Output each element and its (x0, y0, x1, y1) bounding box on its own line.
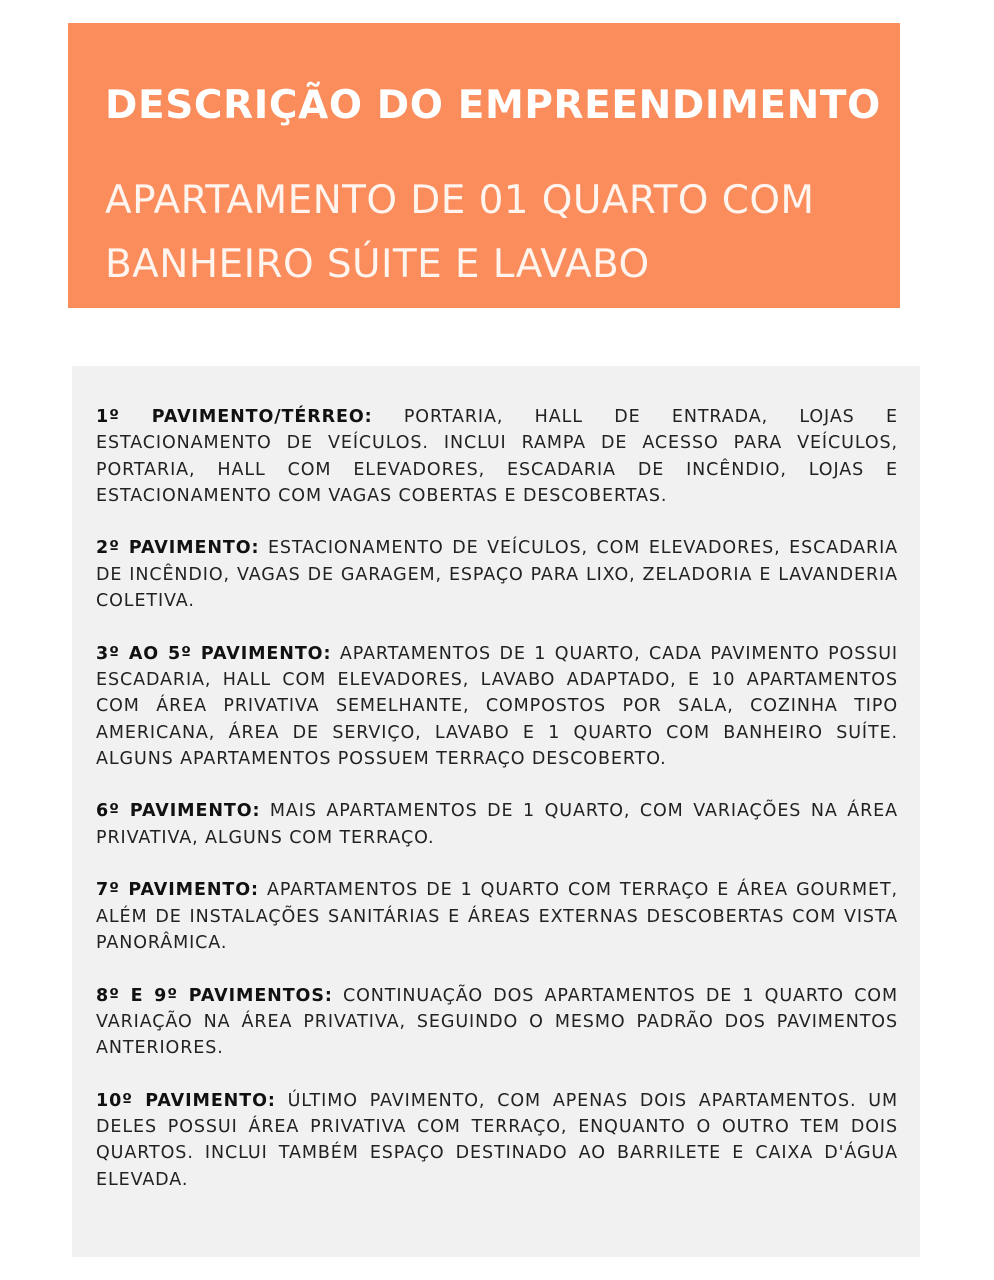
section-text: ESTACIONAMENTO DE VEÍCULOS, COM ELEVADORES, ESCADARIA DE INCÊNDIO, VAGAS DE GARAGEM, ESPAÇO PARA LIXO, ZELADORIA E LAVANDERIA COLETIVA. (96, 538, 899, 612)
page-title: DESCRIÇÃO DO EMPREENDIMENTO (105, 83, 881, 128)
section-label: 10º PAVIMENTO: (96, 1090, 276, 1111)
section-text: CONTINUAÇÃO DOS APARTAMENTOS DE 1 QUARTO COM VARIAÇÃO NA ÁREA PRIVATIVA, SEGUINDO O MESMO PADRÃO DOS PAVIMENTOS ANTERIORES. (96, 985, 898, 1059)
section-label: 8º E 9º PAVIMENTOS: (96, 985, 333, 1006)
section-label: 3º AO 5º PAVIMENTO: (96, 643, 332, 664)
section-label: 1º PAVIMENTO/TÉRREO: (96, 407, 373, 427)
section-floor-7 (96, 877, 898, 956)
section-floor-1 (96, 404, 898, 509)
section-floor-2 (96, 535, 898, 614)
header-banner (68, 23, 900, 308)
section-text: ÚLTIMO PAVIMENTO, COM APENAS DOIS APARTAMENTOS. UM DELES POSSUI ÁREA PRIVATIVA COM TERRAÇO, ENQUANTO O OUTRO TEM DOIS QUARTOS. INCLUI TAMBÉM ESPAÇO DESTINADO AO BARRILETE E CAIXA D'ÁGUA ELEVADA. (96, 1090, 898, 1190)
description-panel (72, 366, 920, 1257)
section-floor-3-5 (96, 641, 898, 772)
section-floor-6 (96, 798, 898, 851)
section-floor-8-9 (96, 983, 898, 1062)
section-text: PORTARIA, HALL DE ENTRADA, LOJAS E ESTACIONAMENTO DE VEÍCULOS. INCLUI RAMPA DE ACESSO PARA VEÍCULOS, PORTARIA, HALL COM ELEVADORES, ESCADARIA DE INCÊNDIO, LOJAS E ESTACIONAMENTO COM VAGAS COBERTAS E DESCOBERTAS. (96, 407, 898, 506)
section-label: 7º PAVIMENTO: (96, 880, 259, 901)
section-label: 6º PAVIMENTO: (96, 801, 261, 822)
section-text: MAIS APARTAMENTOS DE 1 QUARTO, COM VARIAÇÕES NA ÁREA PRIVATIVA, ALGUNS COM TERRAÇO. (96, 801, 898, 848)
page-subtitle: APARTAMENTO DE 01 QUARTO COM BANHEIRO SÚITE E LAVABO (105, 178, 815, 287)
section-floor-10 (96, 1088, 898, 1193)
section-text: APARTAMENTOS DE 1 QUARTO, CADA PAVIMENTO POSSUI ESCADARIA, HALL COM ELEVADORES, LAVABO ADAPTADO, E 10 APARTAMENTOS COM ÁREA PRIVATIVA SEMELHANTE, COMPOSTOS POR SALA, COZINHA TIPO AMERICANA, ÁREA DE SERVIÇO, LAVABO E 1 QUARTO COM BANHEIRO SUÍTE. ALGUNS APARTAMENTOS POSSUEM TERRAÇO DESCOBERTO. (96, 643, 898, 769)
section-text: APARTAMENTOS DE 1 QUARTO COM TERRAÇO E ÁREA GOURMET, ALÉM DE INSTALAÇÕES SANITÁRIAS E ÁREAS EXTERNAS DESCOBERTAS COM VISTA PANORÂMICA. (96, 880, 898, 953)
section-label: 2º PAVIMENTO: (96, 538, 260, 559)
